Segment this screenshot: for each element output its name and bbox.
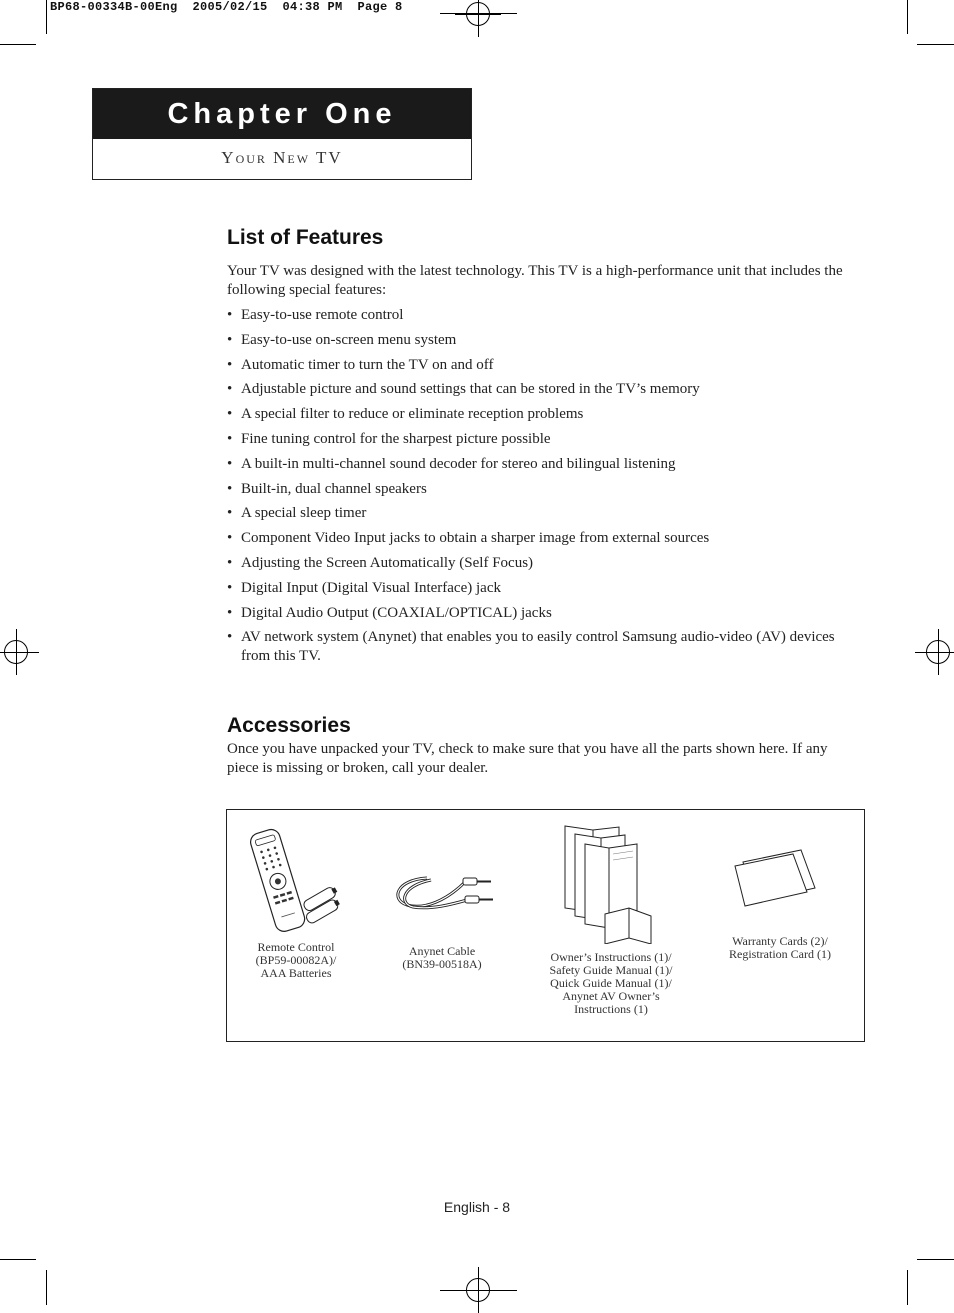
registration-mark-icon bbox=[466, 2, 490, 26]
list-item: • Digital Audio Output (COAXIAL/OPTICAL) jacks bbox=[227, 604, 852, 623]
accessory-warranty-cards bbox=[715, 840, 845, 961]
remote-control-icon bbox=[241, 822, 351, 934]
chapter-title: Chapter One bbox=[93, 89, 471, 139]
list-item: • Digital Input (Digital Visual Interface) jack bbox=[227, 579, 852, 598]
registration-mark-icon bbox=[926, 640, 950, 664]
features-heading: List of Features bbox=[227, 226, 384, 249]
accessories-heading: Accessories bbox=[227, 714, 351, 738]
main-content bbox=[227, 226, 852, 778]
list-item: • Adjusting the Screen Automatically (Self Focus) bbox=[227, 554, 852, 573]
chapter-box bbox=[92, 88, 472, 180]
manuals-icon bbox=[533, 824, 689, 944]
accessory-remote-control bbox=[241, 822, 351, 980]
page-footer: English - 8 bbox=[443, 1199, 511, 1215]
list-item: • AV network system (Anynet) that enables you to easily control Samsung audio-video (AV) devices from this TV. bbox=[227, 628, 852, 666]
crop-mark bbox=[917, 44, 954, 45]
crop-mark bbox=[0, 44, 36, 45]
crop-mark bbox=[46, 1270, 47, 1305]
crop-mark bbox=[0, 1259, 36, 1260]
chapter-subtitle: Your New TV bbox=[221, 148, 343, 167]
list-item: • Component Video Input jacks to obtain a sharper image from external sources bbox=[227, 529, 852, 548]
print-header: BP68-00334B-00Eng 2005/02/15 04:38 PM Page 8 bbox=[50, 0, 403, 14]
accessories-intro: Once you have unpacked your TV, check to make sure that you have all the parts shown here. If any piece is missing or broken, call your dealer. bbox=[227, 741, 828, 777]
list-item: • A built-in multi-channel sound decoder for stereo and bilingual listening bbox=[227, 455, 852, 474]
crop-mark bbox=[907, 0, 908, 34]
accessory-anynet-cable bbox=[387, 850, 497, 971]
warranty-cards-icon bbox=[715, 840, 845, 930]
anynet-cable-icon bbox=[387, 850, 497, 934]
registration-mark-icon bbox=[466, 1278, 490, 1302]
accessory-caption: Remote Control (BP59-00082A)/ AAA Batteries bbox=[255, 940, 337, 980]
list-item: • Fine tuning control for the sharpest picture possible bbox=[227, 430, 852, 449]
list-item: • Adjustable picture and sound settings that can be stored in the TV’s memory bbox=[227, 380, 852, 399]
accessories-box bbox=[226, 809, 865, 1042]
accessory-caption: Owner’s Instructions (1)/ Safety Guide Manual (1)/ Quick Guide Manual (1)/ Anynet AV Owner’s Instructions (1) bbox=[549, 950, 673, 1016]
accessory-manuals bbox=[533, 824, 689, 1016]
list-item: • Automatic timer to turn the TV on and off bbox=[227, 356, 852, 375]
accessory-caption: Warranty Cards (2)/ Registration Card (1) bbox=[729, 934, 831, 961]
list-item: • Built-in, dual channel speakers bbox=[227, 480, 852, 499]
list-item: • Easy-to-use remote control bbox=[227, 306, 852, 325]
features-intro: Your TV was designed with the latest technology. This TV is a high-performance unit that includes the following special features: bbox=[227, 263, 843, 298]
crop-mark bbox=[907, 1270, 908, 1305]
list-item: • A special sleep timer bbox=[227, 504, 852, 523]
crop-mark bbox=[46, 0, 47, 34]
accessory-caption: Anynet Cable (BN39-00518A) bbox=[402, 944, 482, 971]
list-item: • Easy-to-use on-screen menu system bbox=[227, 331, 852, 350]
list-item: • A special filter to reduce or eliminate reception problems bbox=[227, 405, 852, 424]
features-list bbox=[227, 306, 852, 666]
crop-mark bbox=[917, 1259, 954, 1260]
registration-mark-icon bbox=[4, 640, 28, 664]
